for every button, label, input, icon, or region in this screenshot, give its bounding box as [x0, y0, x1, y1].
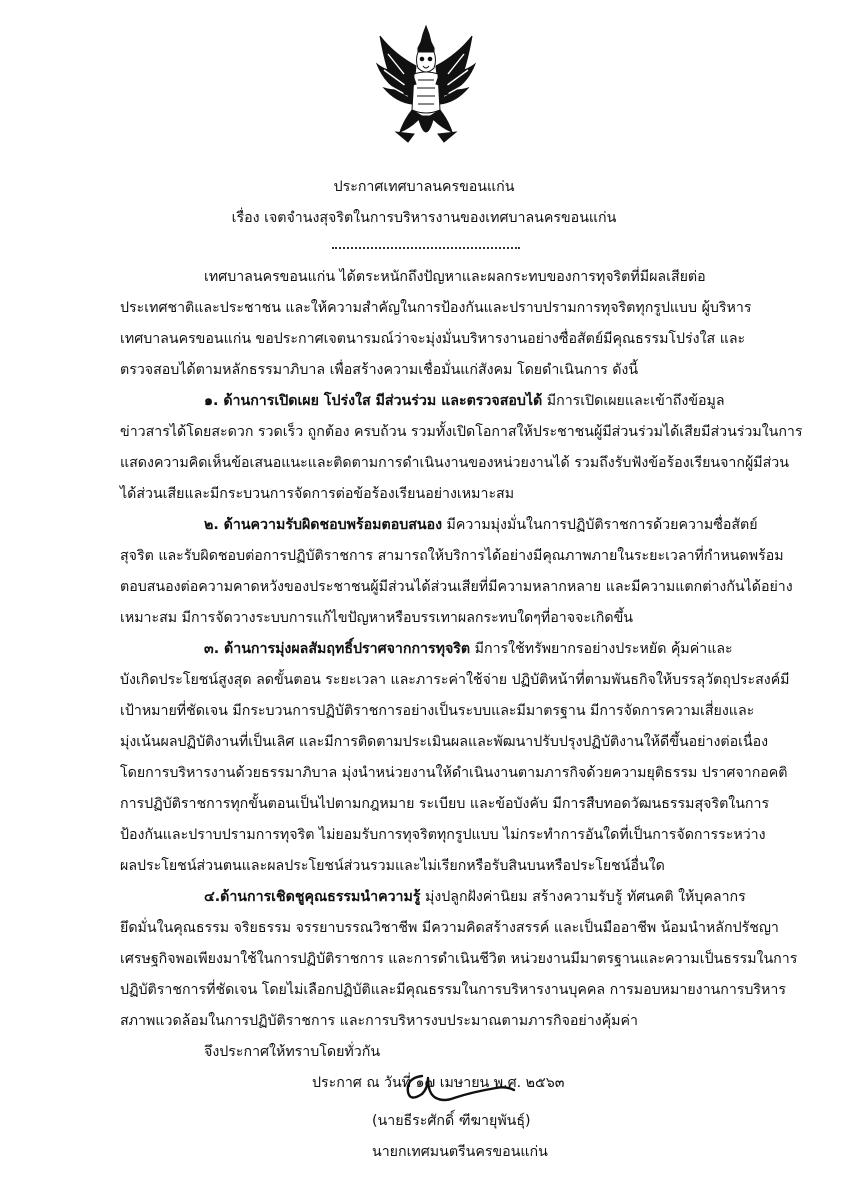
section-1-first-line [204, 392, 725, 410]
section-4-heading: ๔.ด้านการเชิดชูคุณธรรมนำความรู้ [204, 889, 421, 905]
section-3-line: บังเกิดประโยชน์สูงสุด ลดขั้นตอน ระยะเวลา และภาระค่าใช้จ่าย ปฏิบัติหน้าที่ตามพันธกิจให้บรรลุวัตถุประสงค์มี [120, 672, 790, 688]
announcement-date: ประกาศ ณ วันที่ ๑๗ เมษายน พ.ศ. ๒๕๖๓ [312, 1075, 565, 1091]
section-4-first-line [204, 888, 746, 906]
section-2-line: ตอบสนองต่อความคาดหวังของประชาชนผู้มีส่วนได้ส่วนเสียที่มีความหลากหลาย และมีความแตกต่างกันได้อย่าง [120, 579, 793, 595]
section-1-line: ได้ส่วนเสียและมีกระบวนการจัดการต่อข้อร้องเรียนอย่างเหมาะสม [120, 486, 515, 502]
section-4-line: ยึดมั่นในคุณธรรม จริยธรรม จรรยาบรรณวิชาชีพ มีความคิดสร้างสรรค์ และเป็นมืออาชีพ น้อมนำหลักปรัชญา [120, 920, 779, 936]
section-2-first-line [204, 516, 758, 534]
section-3-line: การปฏิบัติราชการทุกขั้นตอนเป็นไปตามกฎหมาย ระเบียบ และข้อบังคับ มีการสืบทอดวัฒนธรรมสุจริตในการ [120, 796, 770, 812]
section-1-text: มีการเปิดเผยและเข้าถึงข้อมูล [542, 393, 725, 409]
section-2-text: มีความมุ่งมั่นในการปฏิบัติราชการด้วยความซื่อสัตย์ [442, 517, 758, 533]
section-3-line: เป้าหมายที่ชัดเจน มีกระบวนการปฏิบัติราชการอย่างเป็นระบบและมีมาตรฐาน มีการจัดการความเสี่ยงและ [120, 703, 755, 719]
section-2-line: สุจริต และรับผิดชอบต่อการปฏิบัติราชการ สามารถให้บริการได้อย่างมีคุณภาพภายในระยะเวลาที่กำหนดพร้อม [120, 548, 784, 564]
document-title: ประกาศเทศบาลนครขอนแก่น [333, 179, 515, 195]
intro-line: เทศบาลนครขอนแก่น ได้ตระหนักถึงปัญหาและผลกระทบของการทุจริตที่มีผลเสียต่อ [204, 269, 706, 285]
section-3-line: โดยการบริหารงานด้วยธรรมาภิบาล มุ่งนำหน่วยงานให้ดำเนินงานตามภารกิจด้วยความยุติธรรม ปราศจากอคติ [120, 765, 788, 781]
signer-title: นายกเทศมนตรีนครขอนแก่น [372, 1144, 548, 1160]
intro-line: ตรวจสอบได้ตามหลักธรรมาภิบาล เพื่อสร้างความเชื่อมั่นแก่สังคม โดยดำเนินการ ดังนี้ [120, 362, 639, 378]
section-1-line: ข่าวสารได้โดยสะดวก รวดเร็ว ถูกต้อง ครบถ้วน รวมทั้งเปิดโอกาสให้ประชาชนผู้มีส่วนร่วมได้เสียมีส่วนร่วมในการ [120, 424, 803, 440]
section-3-first-line [204, 640, 733, 658]
section-4-line: เศรษฐกิจพอเพียงมาใช้ในการปฏิบัติราชการ และการดำเนินชีวิต หน่วยงานมีมาตรฐานและความเป็นธรรมในการ [120, 951, 798, 967]
section-1-line: แสดงความคิดเห็นข้อเสนอแนะและติดตามการดำเนินงานของหน่วยงานได้ รวมถึงรับฟังข้อร้องเรียนจากผู้มีส่วน [120, 455, 789, 471]
section-3-line: มุ่งเน้นผลปฏิบัติงานที่เป็นเลิศ และมีการติดตามประเมินผลและพัฒนาปรับปรุงปฏิบัติงานให้ดีขึ้นอย่างต่อเนื่อง [120, 734, 769, 750]
separator-dotted-line [332, 247, 520, 249]
section-2-heading: ๒. ด้านความรับผิดชอบพร้อมตอบสนอง [204, 517, 443, 533]
section-1-heading: ๑. ด้านการเปิดเผย โปร่งใส มีส่วนร่วม และตรวจสอบได้ [204, 393, 543, 409]
section-3-heading: ๓. ด้านการมุ่งผลสัมฤทธิ์ปราศจากการทุจริต [204, 641, 471, 657]
intro-line: เทศบาลนครขอนแก่น ขอประกาศเจตนารมณ์ว่าจะมุ่งมั่นบริหารงานอย่างซื่อสัตย์มีคุณธรรมโปร่งใส และ [120, 331, 746, 347]
section-4-line: ปฏิบัติราชการที่ชัดเจน โดยไม่เลือกปฏิบัติและมีคุณธรรมในการบริหารงานบุคคล การมอบหมายงานการบริหาร [120, 982, 786, 998]
section-4-text: มุ่งปลูกฝังค่านิยม สร้างความรับรู้ ทัศนคติ ให้บุคลากร [420, 889, 746, 905]
document-subject: เรื่อง เจตจำนงสุจริตในการบริหารงานของเทศบาลนครขอนแก่น [231, 210, 617, 226]
signer-name: (นายธีระศักดิ์ ฑีฆายุพันธุ์) [372, 1113, 531, 1129]
section-4-line: สภาพแวดล้อมในการปฏิบัติราชการ และการบริหารงบประมาณตามภารกิจอย่างคุ้มค่า [120, 1013, 638, 1029]
garuda-emblem-icon [374, 24, 478, 150]
signature-image [398, 1068, 518, 1108]
section-3-line: ป้องกันและปราบปรามการทุจริต ไม่ยอมรับการทุจริตทุกรูปแบบ ไม่กระทำการอันใดที่เป็นการจัดการระหว่าง [120, 827, 766, 843]
section-2-line: เหมาะสม มีการจัดวางระบบการแก้ไขปัญหาหรือบรรเทาผลกระทบใดๆที่อาจจะเกิดขึ้น [120, 610, 633, 626]
intro-line: ประเทศชาติและประชาชน และให้ความสำคัญในการป้องกันและปราบปรามการทุจริตทุกรูปแบบ ผู้บริหาร [120, 300, 752, 316]
closing-statement: จึงประกาศให้ทราบโดยทั่วกัน [204, 1044, 381, 1060]
section-3-line: ผลประโยชน์ส่วนตนและผลประโยชน์ส่วนรวมและไม่เรียกหรือรับสินบนหรือประโยชน์อื่นใด [120, 858, 665, 874]
section-3-text: มีการใช้ทรัพยากรอย่างประหยัด คุ้มค่าและ [470, 641, 733, 657]
